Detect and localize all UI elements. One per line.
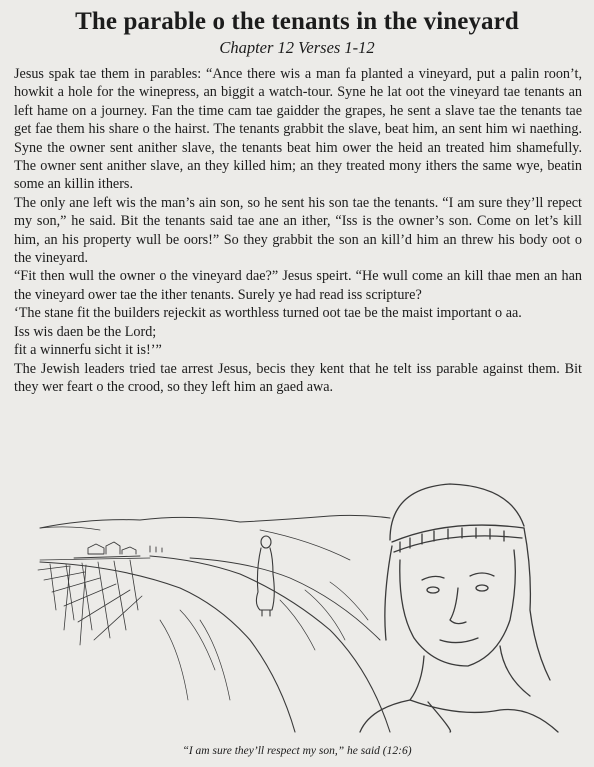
paragraph: The only ane left wis the man’s ain son, so he sent his son tae the tenants. “I am sure they’ll repect my son,” he said. Bit the tenants said tae ane an ither, “Iss is the owner’s son. Come on let’s kill him, an his property wull be oors!” So they grabbit the son an kill’d him an threw his body oot o the vineyard. bbox=[14, 194, 582, 267]
vineyard-illustration bbox=[30, 470, 560, 735]
scripture-text bbox=[14, 65, 582, 396]
page-title: The parable o the tenants in the vineyard bbox=[75, 8, 519, 35]
paragraph: “Fit then wull the owner o the vineyard dae?” Jesus speirt. “He wull come an kill thae men an han the vineyard ower tae the ither tenants. Surely ye had read iss scripture? bbox=[14, 268, 582, 303]
paragraph: Jesus spak tae them in parables: “Ance there wis a man fa planted a vineyard, put a palin roon’t, howkit a hole for the winepress, an biggit a watch-tour. Syne he lat oot the vineyard tae tenants an left hame on a journey. Fan the time cam tae gaidder the grapes, he sent a slave tae the tenants tae get fae them his share o the hairst. The tenants grabbit the slave, beat him, an sent him wi naething. Syne the owner sent anither slave, the tenants beat him ower the heid an treated him shamefully. The owner sent anither slave, an they killed him; an they treated mony ithers the same wye, beatin some an killin ithers. bbox=[14, 66, 582, 193]
chapter-subtitle: Chapter 12 Verses 1-12 bbox=[219, 38, 375, 57]
paragraph: fit a winnerfu sicht it is!’” bbox=[14, 342, 162, 359]
paragraph: Iss wis daen be the Lord; bbox=[14, 323, 157, 340]
paragraph: The Jewish leaders tried tae arrest Jesus, becis they kent that he telt iss parable against them. Bit they wer feart o the crood, so they left him an gaed awa. bbox=[14, 360, 582, 395]
paragraph: ‘The stane fit the builders rejeckit as worthless turned oot tae be the maist important o aa. bbox=[14, 305, 522, 322]
illustration-caption: “I am sure they’ll respect my son,” he said (12:6) bbox=[182, 745, 412, 757]
